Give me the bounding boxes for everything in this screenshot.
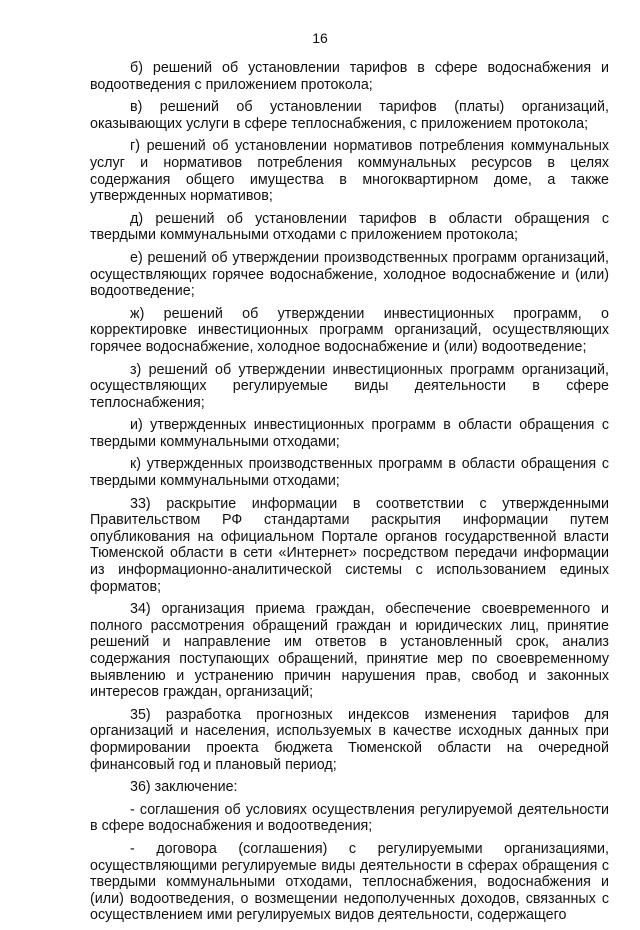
paragraph-34: 34) организация приема граждан, обеспечение своевременного и полного рассмотрения обращений граждан и юридических лиц, принятие решений и направление им ответов в установленный срок, анализ содержания поступающих обращений, принятие мер по своевременному выявлению и устранению причин нарушения прав, свобод и законных интересов граждан, организаций; bbox=[90, 601, 609, 701]
paragraph-g: г) решений об установлении нормативов потребления коммунальных услуг и нормативов потребления коммунальных ресурсов в целях содержания общего имущества в многоквартирном доме, а также утвержденных нормативов; bbox=[90, 138, 609, 205]
paragraph-z: з) решений об утверждении инвестиционных программ организаций, осуществляющих регулируемые виды деятельности в сфере теплоснабжения; bbox=[90, 361, 609, 411]
paragraph-36-item-1: - соглашения об условиях осуществления регулируемой деятельности в сфере водоснабжения и водоотведения; bbox=[90, 801, 609, 835]
paragraph-e: е) решений об утверждении производственных программ организаций, осуществляющих горячее водоснабжение, холодное водоснабжение и (или) водоотведение; bbox=[90, 249, 609, 300]
paragraph-d: д) решений об установлении тарифов в области обращения с твердыми коммунальными отходами с приложением протокола; bbox=[90, 210, 609, 244]
document-body bbox=[90, 60, 609, 930]
paragraph-zh: ж) решений об утверждении инвестиционных программ, о корректировке инвестиционных программ организаций, осуществляющих горячее водоснабжение, холодное водоснабжение и (или) водоотведение; bbox=[90, 305, 609, 355]
page-number: 16 bbox=[312, 30, 328, 46]
paragraph-36: 36) заключение: bbox=[130, 779, 238, 796]
paragraph-k: к) утвержденных производственных программ в области обращения с твердыми коммунальными отходами; bbox=[90, 456, 609, 490]
paragraph-33: 33) раскрытие информации в соответствии с утвержденными Правительством РФ стандартами раскрытия информации путем опубликования на официальном Портале органов государственной власти Тюменской области в сети «Интернет» посредством передачи информации из информационно-аналитической системы с использованием единых форматов; bbox=[90, 495, 609, 595]
paragraph-b: б) решений об установлении тарифов в сфере водоснабжения и водоотведения с приложением протокола; bbox=[90, 60, 609, 93]
paragraph-i: и) утвержденных инвестиционных программ в области обращения с твердыми коммунальными отходами; bbox=[90, 417, 609, 450]
paragraph-v: в) решений об установлении тарифов (платы) организаций, оказывающих услуги в сфере теплоснабжения, с приложением протокола; bbox=[90, 99, 609, 132]
paragraph-35: 35) разработка прогнозных индексов изменения тарифов для организаций и населения, используемых в качестве исходных данных при формировании проекта бюджета Тюменской области на очередной финансовый год и плановый период; bbox=[90, 706, 609, 773]
paragraph-36-item-2: - договора (соглашения) с регулируемыми организациями, осуществляющими регулируемые виды деятельности в сферах обращения с твердыми коммунальными отходами, теплоснабжения, водоснабжения и (или) водоотведения, о возмещении недополученных доходов, связанных с осуществлением ими регулируемых видов деятельности, содержащего bbox=[90, 840, 609, 924]
